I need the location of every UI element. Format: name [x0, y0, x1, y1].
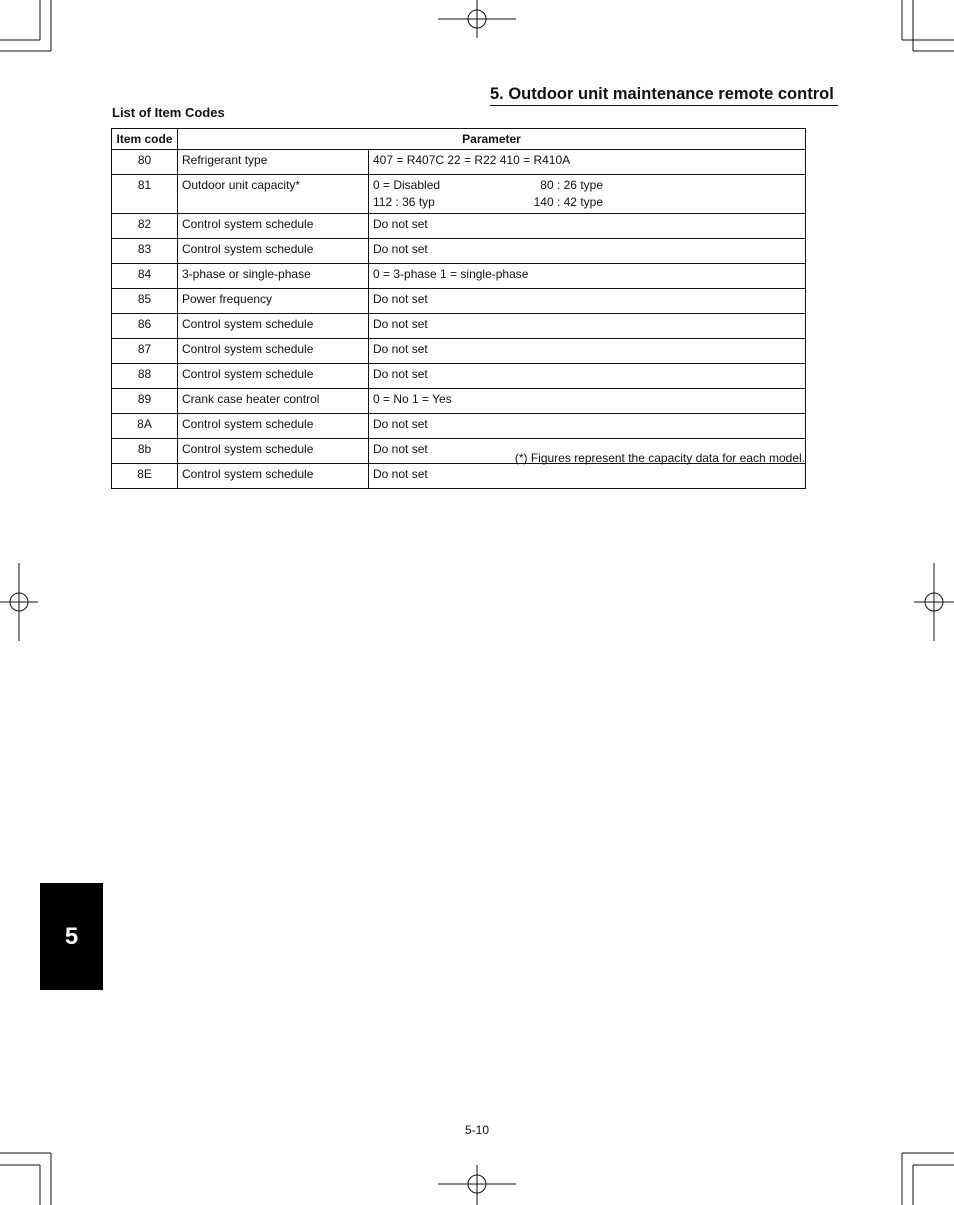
- parameter-value-cell: 0 = 3-phase 1 = single-phase: [369, 264, 806, 289]
- parameter-name-cell: Refrigerant type: [178, 150, 369, 175]
- parameter-name-cell: Control system schedule: [178, 314, 369, 339]
- item-code-cell: 8b: [112, 439, 178, 464]
- table-row: [112, 314, 806, 339]
- parameter-value-cell: Do not set: [369, 414, 806, 439]
- item-code-cell: 87: [112, 339, 178, 364]
- table-row: [112, 364, 806, 389]
- parameter-name-cell: Power frequency: [178, 289, 369, 314]
- parameter-value-cell: Do not set: [369, 239, 806, 264]
- capacity-line: [373, 177, 603, 194]
- parameter-name-cell: Control system schedule: [178, 339, 369, 364]
- capacity-option: 140 : 42 type: [533, 195, 603, 209]
- parameter-value-cell: Do not set: [369, 214, 806, 239]
- item-code-cell: 86: [112, 314, 178, 339]
- chapter-number: 5: [64, 922, 79, 950]
- item-code-cell: 80: [112, 150, 178, 175]
- item-code-cell: 8E: [112, 464, 178, 489]
- parameter-value-cell: Do not set: [369, 339, 806, 364]
- parameter-name-cell: Control system schedule: [178, 439, 369, 464]
- parameter-name-cell: Control system schedule: [178, 214, 369, 239]
- table-row: [112, 339, 806, 364]
- item-code-cell: 83: [112, 239, 178, 264]
- table-row: [112, 175, 806, 214]
- item-code-cell: 84: [112, 264, 178, 289]
- parameter-name-cell: Control system schedule: [178, 364, 369, 389]
- capacity-option: 0 = Disabled: [373, 178, 441, 192]
- capacity-option: 112 : 36 typ: [373, 195, 435, 209]
- parameter-value-cell: 0 = No 1 = Yes: [369, 389, 806, 414]
- table-header-row: [112, 129, 806, 150]
- parameter-value-cell: Do not set: [369, 439, 806, 464]
- page-number: 5-10: [464, 1123, 490, 1137]
- section-title: 5. Outdoor unit maintenance remote control: [490, 84, 838, 106]
- parameter-name-cell: Control system schedule: [178, 414, 369, 439]
- parameter-name-cell: 3-phase or single-phase: [178, 264, 369, 289]
- parameter-name-cell: Control system schedule: [178, 239, 369, 264]
- parameter-value-cell: Do not set: [369, 289, 806, 314]
- table-row: [112, 414, 806, 439]
- item-codes-table: [111, 128, 806, 489]
- parameter-name-cell: Control system schedule: [178, 464, 369, 489]
- item-code-cell: 8A: [112, 414, 178, 439]
- item-code-cell: 85: [112, 289, 178, 314]
- table-row: [112, 214, 806, 239]
- table-row: [112, 264, 806, 289]
- parameter-value-cell: Do not set: [369, 364, 806, 389]
- capacity-option: 80 : 26 type: [540, 178, 603, 192]
- parameter-value-cell: Do not set: [369, 314, 806, 339]
- parameter-name-cell: Outdoor unit capacity*: [178, 175, 369, 214]
- header-item-code: Item code: [112, 129, 178, 150]
- item-code-cell: 82: [112, 214, 178, 239]
- table-row: [112, 289, 806, 314]
- table-row: [112, 464, 806, 489]
- chapter-tab: [40, 883, 103, 990]
- capacity-line: [373, 194, 603, 211]
- parameter-value-cell: 407 = R407C 22 = R22 410 = R410A: [369, 150, 806, 175]
- table-row: [112, 150, 806, 175]
- parameter-value-cell: [369, 175, 806, 214]
- parameter-value-cell: Do not set: [369, 464, 806, 489]
- table-row: [112, 239, 806, 264]
- item-code-cell: 89: [112, 389, 178, 414]
- header-parameter: Parameter: [178, 129, 806, 150]
- capacity-footnote: (*) Figures represent the capacity data for each model.: [514, 451, 805, 465]
- parameter-name-cell: Crank case heater control: [178, 389, 369, 414]
- item-code-cell: 88: [112, 364, 178, 389]
- item-code-cell: 81: [112, 175, 178, 214]
- table-row: [112, 389, 806, 414]
- list-heading: List of Item Codes: [112, 105, 225, 120]
